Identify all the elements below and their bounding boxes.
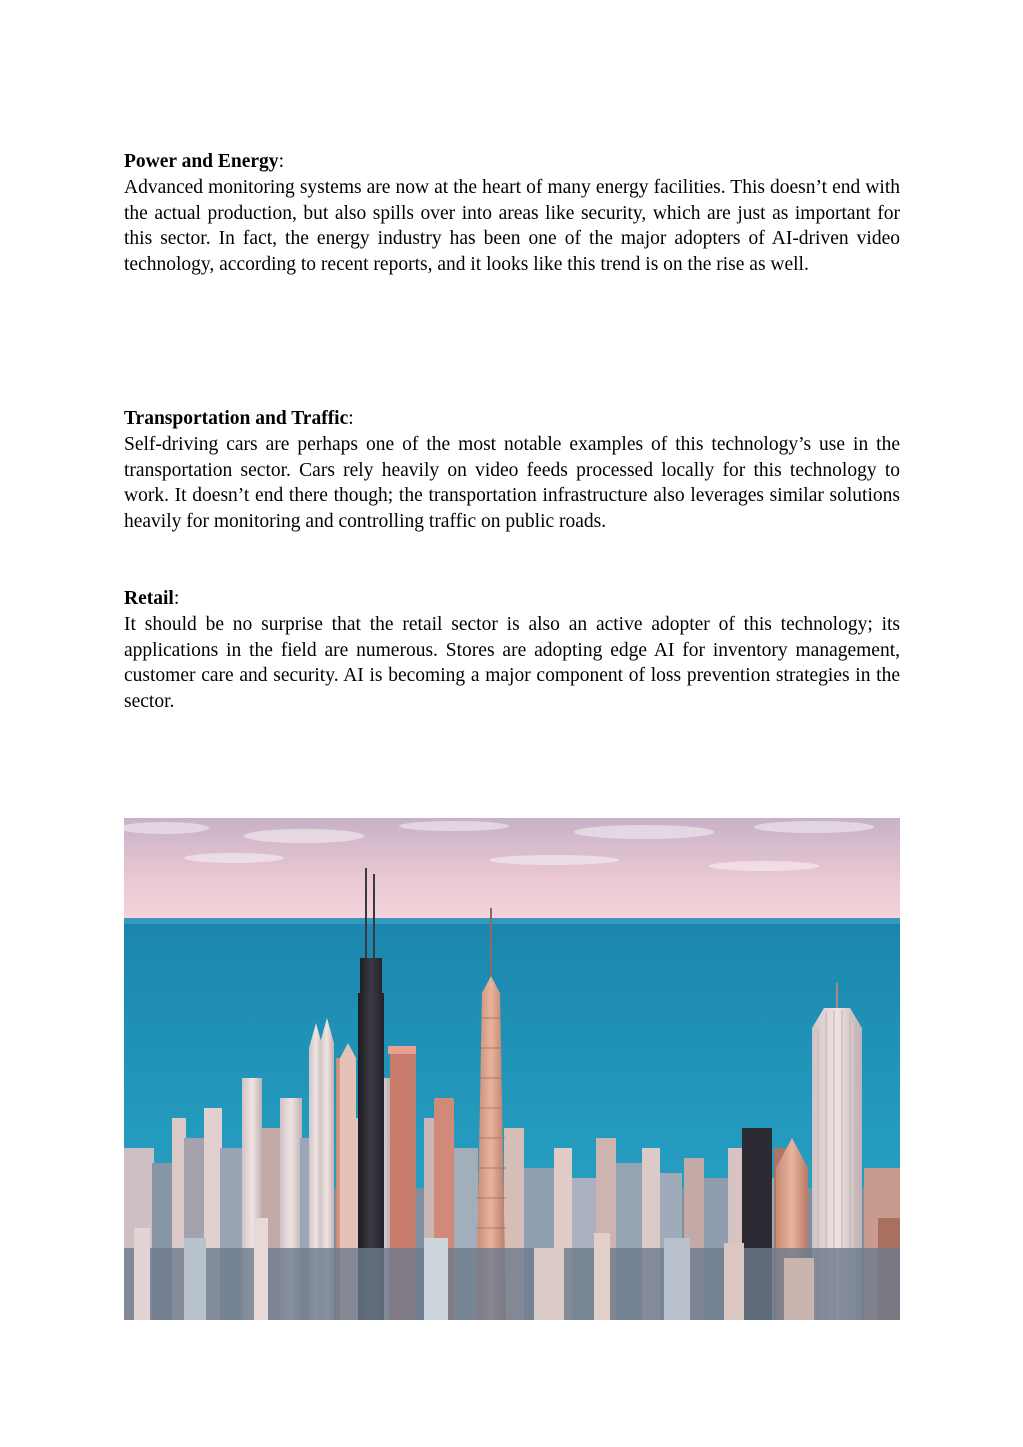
heading-text: Retail: [124, 588, 174, 609]
section-heading: [124, 406, 900, 432]
skyline-illustration: [124, 818, 900, 1320]
heading-colon: :: [278, 151, 284, 172]
heading-text: Transportation and Traffic: [124, 408, 349, 429]
section-power-and-energy: [124, 149, 900, 278]
heading-text: Power and Energy: [124, 151, 279, 172]
city-skyline-photo: [124, 818, 900, 1320]
heading-colon: :: [173, 588, 180, 609]
section-heading: [124, 586, 900, 612]
section-heading: [124, 149, 900, 175]
section-paragraph: It should be no surprise that the retail sector is also an active adopter of this technology; its applications in the field are numerous. Stores are adopting edge AI for inventory management, customer care and security. AI is becoming a major component of loss prevention strategies in the sector.: [124, 613, 900, 713]
section-transportation-and-traffic: [124, 406, 900, 535]
section-retail: [124, 586, 900, 715]
section-paragraph: Advanced monitoring systems are now at the heart of many energy facilities. This doesn’t end with the actual production, but also spills over into areas like security, which are just as important for this sector. In fact, the energy industry has been one of the major adopters of AI-driven video technology, according to recent reports, and it looks like this trend is on the rise as well.: [124, 176, 900, 276]
heading-colon: :: [348, 408, 354, 429]
section-paragraph: Self-driving cars are perhaps one of the most notable examples of this technology’s use in the transportation sector. Cars rely heavily on video feeds processed locally for this technology to work. It doesn’t end there though; the transportation infrastructure also leverages similar solutions heavily for monitoring and controlling traffic on public roads.: [124, 433, 900, 533]
